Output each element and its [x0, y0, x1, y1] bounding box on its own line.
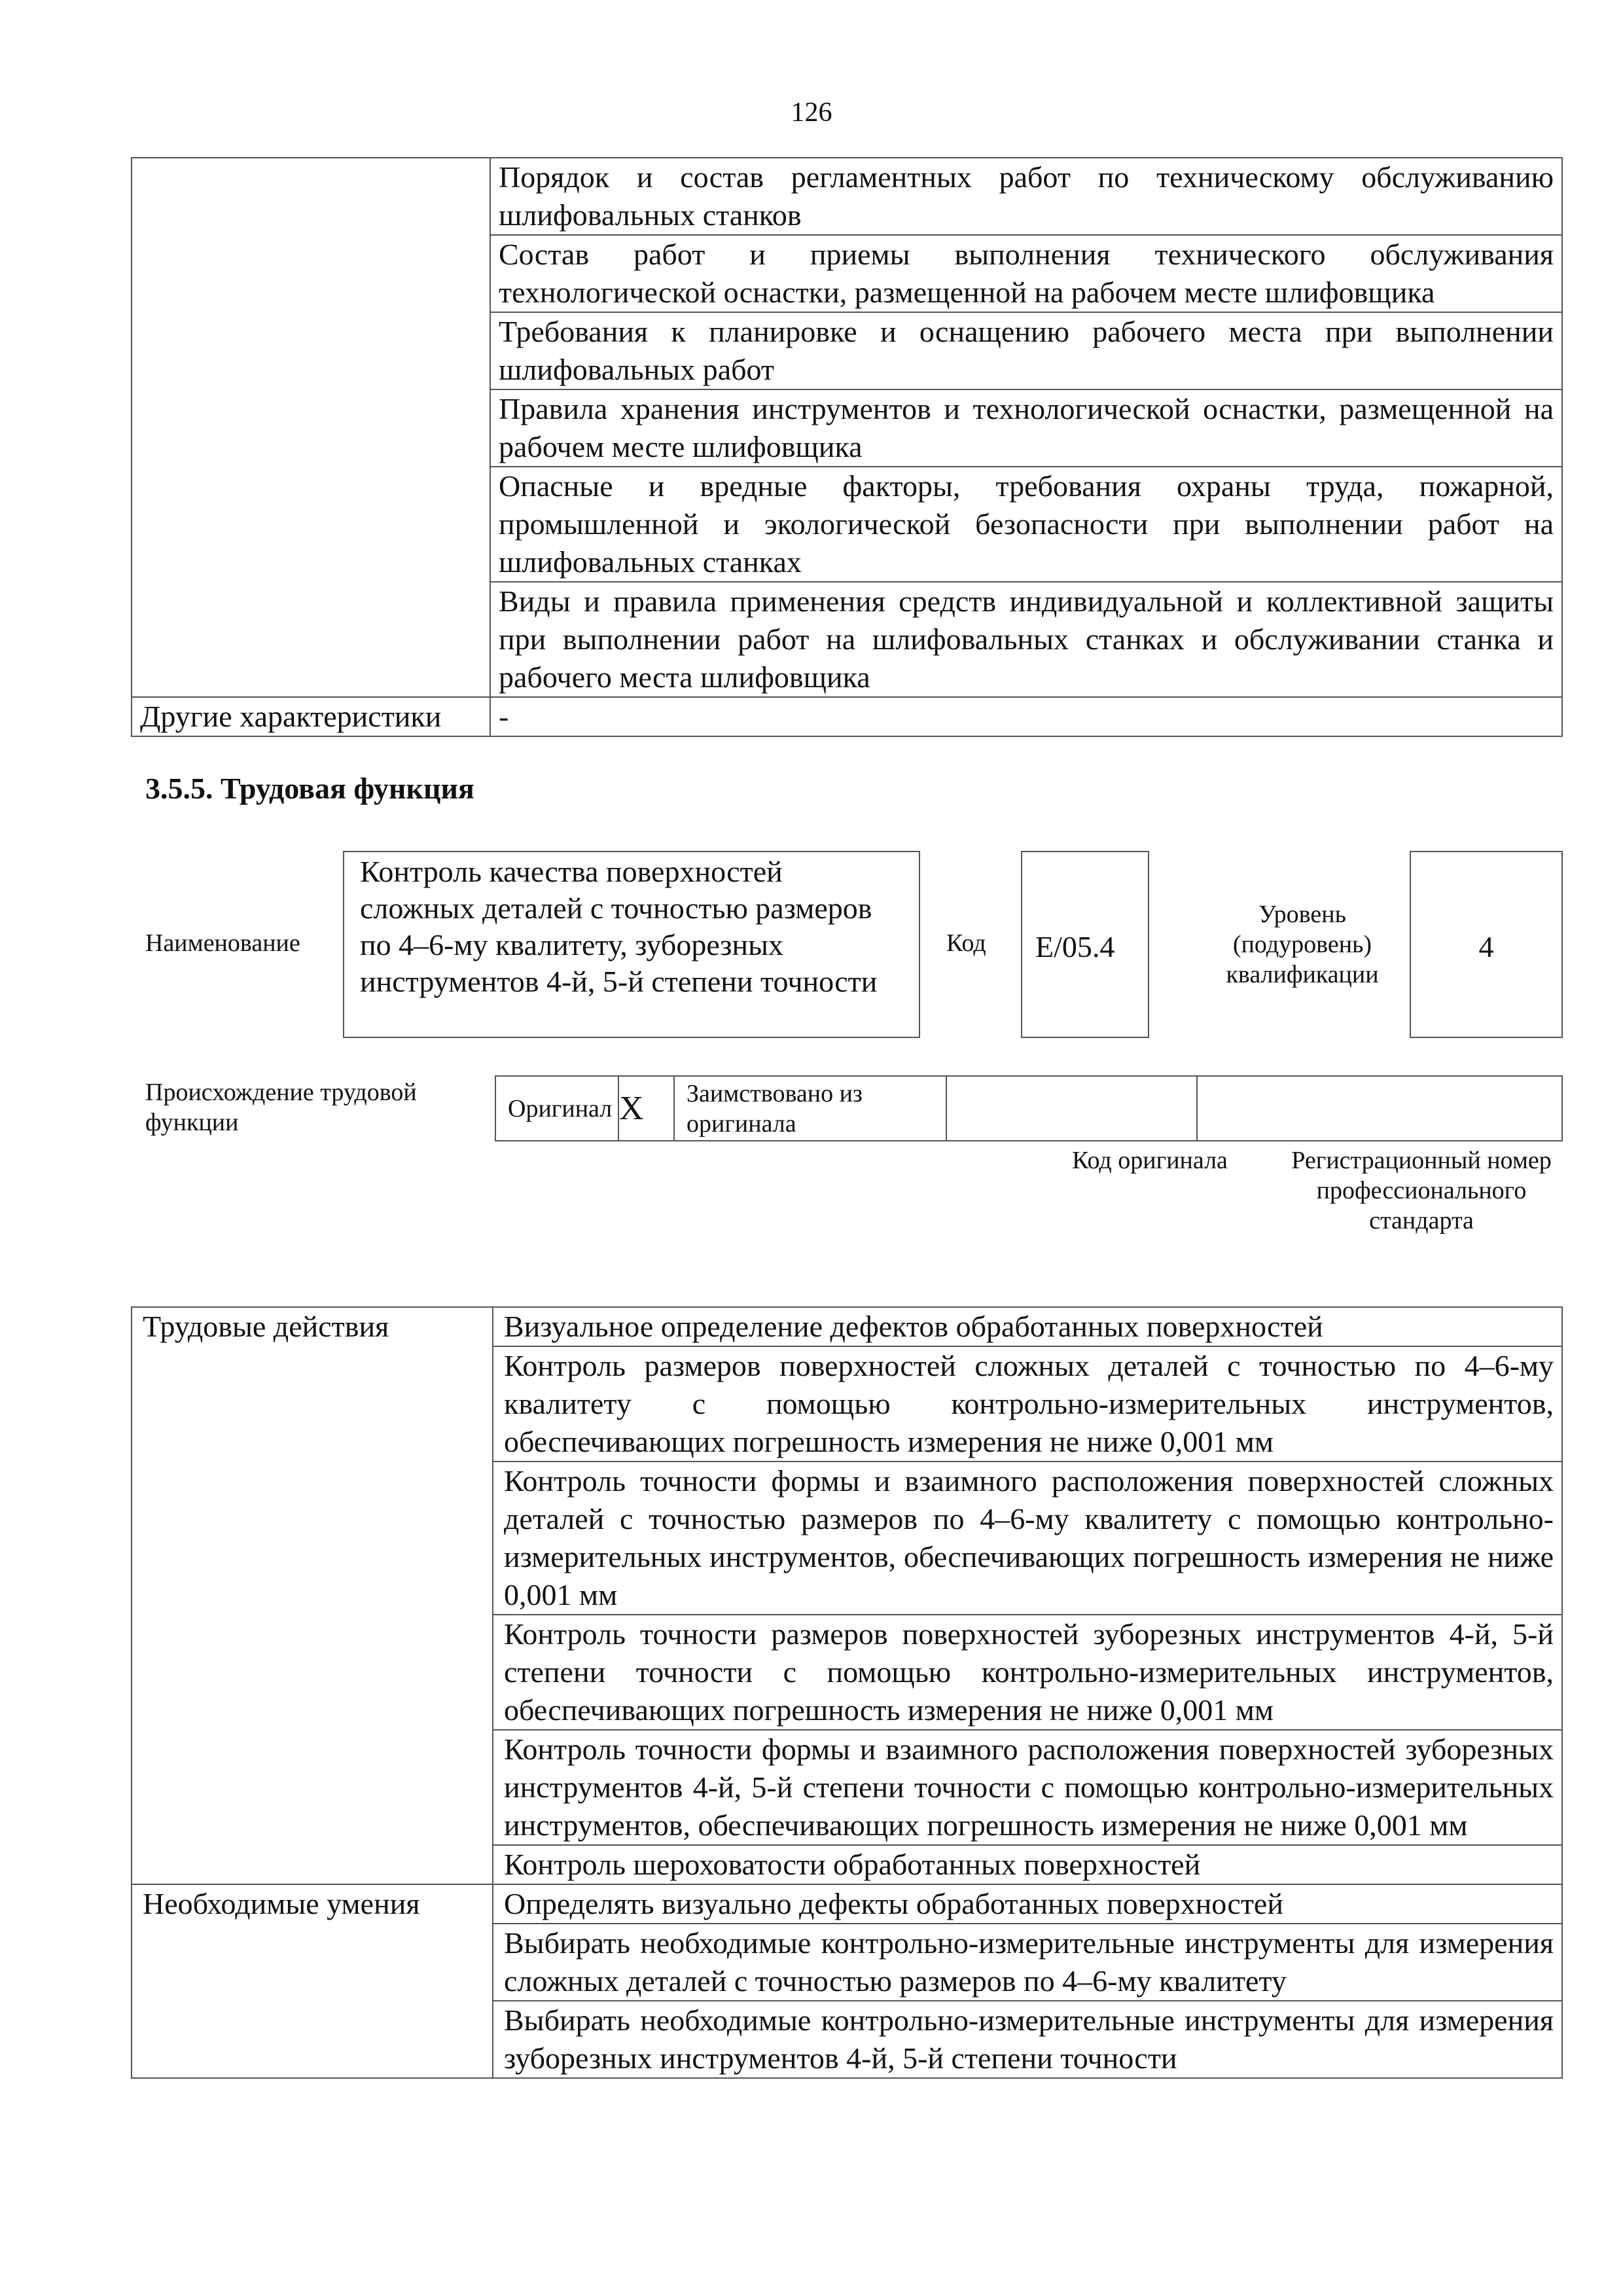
original-label: Оригинал — [508, 1094, 613, 1122]
row-item: - — [490, 697, 1562, 736]
row-item: Контроль размеров поверхностей сложных деталей с точностью по 4–6-му квалитету с помощью контрольно-измерительных инструментов, обеспечивающих погрешность измерения не ниже 0,001 мм — [493, 1346, 1562, 1462]
function-code-box — [1021, 851, 1149, 1038]
labor-functions-table-body — [132, 1307, 1562, 2078]
original-code-caption: Код оригинала — [1072, 1147, 1228, 1174]
row-item: Опасные и вредные факторы, требования охраны труда, пожарной, промышленной и экологической безопасности при выполнении работ на шлифовальных станках — [490, 467, 1562, 582]
reg-number-cell — [1197, 1076, 1562, 1141]
row-item: Контроль точности размеров поверхностей зуборезных инструментов 4-й, 5-й степени точности с помощью контрольно-измерительных инструментов, обеспечивающих погрешность измерения не ниже 0,001 мм — [493, 1615, 1562, 1730]
origin-table — [495, 1075, 1563, 1141]
name-label: Наименование — [145, 929, 300, 957]
original-cell — [495, 1076, 618, 1141]
knowledge-table — [131, 157, 1563, 737]
original-code-cell — [946, 1076, 1197, 1141]
row-label: Необходимые умения — [132, 1884, 493, 2078]
level-box — [1410, 851, 1563, 1038]
row-item: Состав работ и приемы выполнения технического обслуживания технологической оснастки, размещенной на рабочем месте шлифовщика — [490, 235, 1562, 312]
row-item: Выбирать необходимые контрольно-измерительные инструменты для измерения сложных деталей с точностью размеров по 4–6-му квалитету — [493, 1924, 1562, 2001]
function-name-value: Контроль качества поверхностей сложных деталей с точностью размеров по 4–6-му квалитету, зуборезных инструментов 4-й, 5-й степени точности — [360, 855, 878, 998]
row-item: Контроль точности формы и взаимного расположения поверхностей зуборезных инструментов 4-й, 5-й степени точности с помощью контрольно-измерительных инструментов, обеспечивающих погрешность измерения не ниже 0,001 мм — [493, 1730, 1562, 1845]
row-item: Визуальное определение дефектов обработанных поверхностей — [493, 1307, 1562, 1346]
row-label: Другие характеристики — [132, 697, 490, 736]
table-row — [132, 1307, 1562, 1346]
row-item: Порядок и состав регламентных работ по техническому обслуживанию шлифовальных станков — [490, 158, 1562, 235]
page-number: 126 — [791, 98, 832, 128]
row-item: Контроль шероховатости обработанных поверхностей — [493, 1845, 1562, 1884]
original-mark: X — [618, 1076, 674, 1141]
table-row — [132, 697, 1562, 736]
table-row — [132, 1884, 1562, 1924]
function-code-value: E/05.4 — [1035, 930, 1115, 963]
row-label: Трудовые действия — [132, 1307, 493, 1884]
row-item: Контроль точности формы и взаимного расположения поверхностей сложных деталей с точностью размеров по 4–6-му квалитету с помощью контрольно-измерительных инструментов, обеспечивающих погрешность измерения не ниже 0,001 мм — [493, 1462, 1562, 1615]
row-item: Правила хранения инструментов и технологической оснастки, размещенной на рабочем месте шлифовщика — [490, 389, 1562, 467]
level-value: 4 — [1478, 930, 1494, 963]
row-item: Виды и правила применения средств индивидуальной и коллективной защиты при выполнении работ на шлифовальных станках и обслуживании станка и рабочего места шлифовщика — [490, 582, 1562, 697]
row-item: Выбирать необходимые контрольно-измерительные инструменты для измерения зуборезных инструментов 4-й, 5-й степени точности — [493, 2001, 1562, 2078]
reg-number-caption: Регистрационный номер профессионального стандарта — [1291, 1147, 1552, 1234]
function-name-box — [343, 851, 920, 1038]
origin-label: Происхождение трудовой функции — [145, 1079, 417, 1136]
level-label: Уровень (подуровень) квалификации — [1226, 901, 1379, 988]
row-item: Требования к планировке и оснащению рабочего места при выполнении шлифовальных работ — [490, 312, 1562, 389]
borrowed-label: Заимствовано из оригинала — [674, 1076, 946, 1141]
code-label: Код — [946, 929, 986, 957]
row-label — [132, 158, 490, 697]
table-row — [132, 158, 1562, 235]
row-item: Определять визуально дефекты обработанных поверхностей — [493, 1884, 1562, 1924]
labor-functions-table — [131, 1306, 1563, 2079]
knowledge-table-body — [132, 158, 1562, 736]
section-heading: 3.5.5. Трудовая функция — [145, 772, 474, 805]
